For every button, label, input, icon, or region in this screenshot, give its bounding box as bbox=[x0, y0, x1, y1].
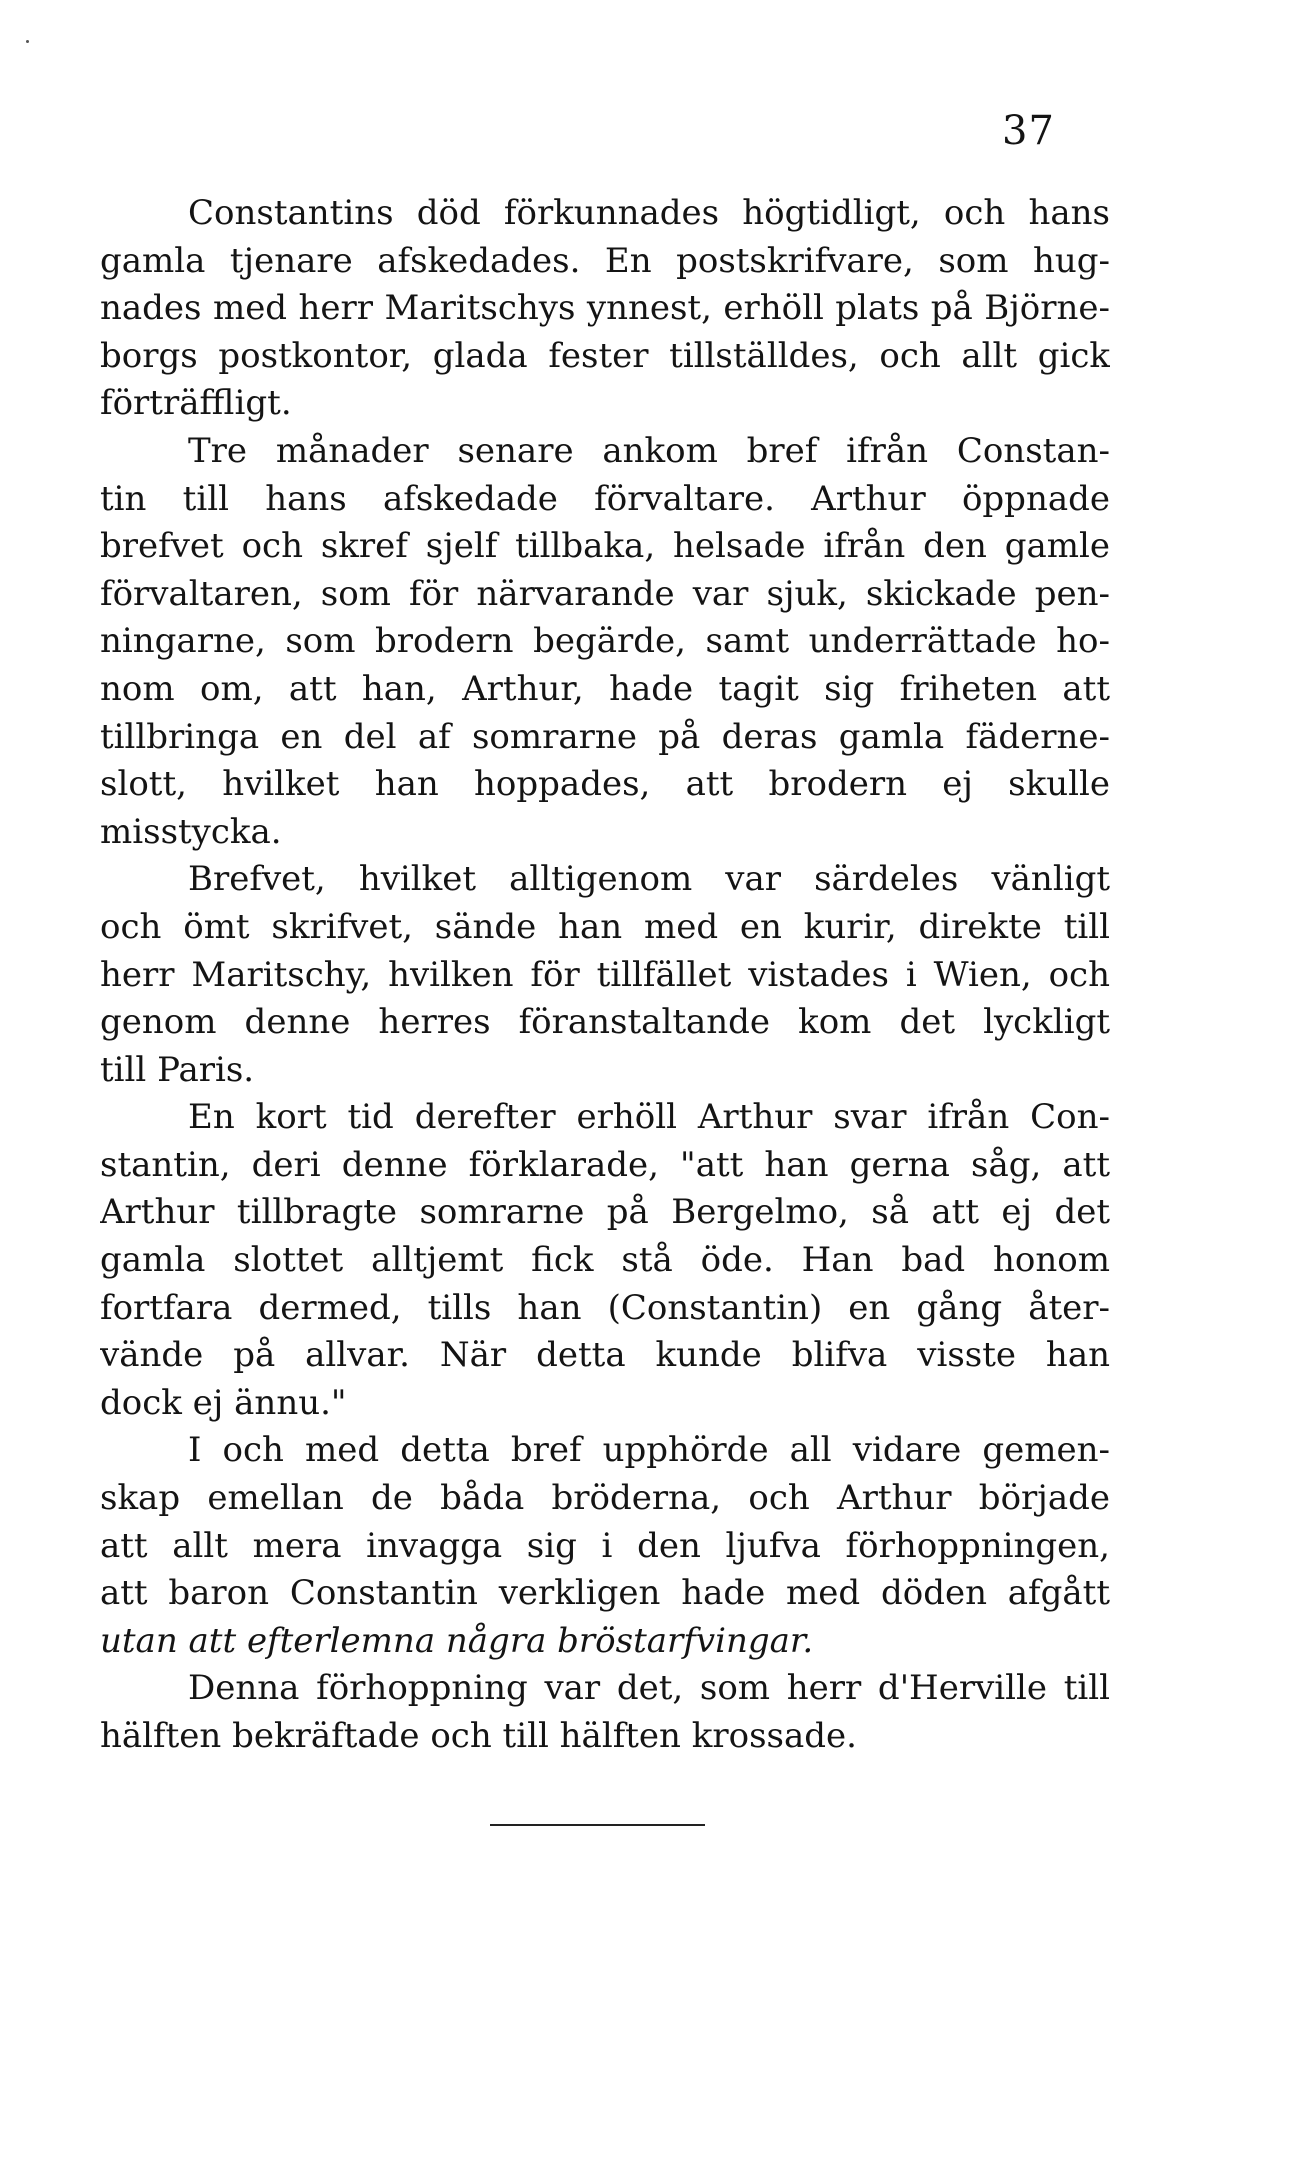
text-line: gamla tjenare afskedades. En postskrifvare, som hug- bbox=[100, 240, 1110, 281]
text-line: utan att efterlemna några bröstarfvingar. bbox=[100, 1620, 814, 1661]
text-line: stantin, deri denne förklarade, "att han gerna såg, att bbox=[100, 1144, 1110, 1185]
text-line: brefvet och skref sjelf tillbaka, helsade ifrån den gamle bbox=[100, 526, 1110, 567]
text-line: borgs postkontor, glada fester tillställdes, och allt gick bbox=[100, 335, 1110, 376]
text-line: En kort tid derefter erhöll Arthur svar ifrån Con- bbox=[188, 1097, 1110, 1138]
text-line: slott, hvilket han hoppades, att brodern ej skulle bbox=[100, 764, 1110, 805]
scan-speck bbox=[26, 40, 29, 43]
text-line: gamla slottet alltjemt fick stå öde. Han bad honom bbox=[100, 1240, 1110, 1281]
paragraph bbox=[100, 428, 1110, 856]
paragraph bbox=[100, 1427, 1110, 1665]
text-line: och ömt skrifvet, sände han med en kurir, direkte till bbox=[100, 906, 1110, 947]
paragraph bbox=[100, 1665, 1110, 1760]
text-line: att allt mera invagga sig i den ljufva förhoppningen, bbox=[100, 1525, 1110, 1566]
text-line: genom denne herres föranstaltande kom det lyckligt bbox=[100, 1002, 1110, 1043]
body-text bbox=[100, 190, 1110, 1761]
page-number: 37 bbox=[1002, 108, 1055, 154]
text-line: fortfara dermed, tills han (Constantin) en gång åter- bbox=[100, 1287, 1110, 1328]
paragraph bbox=[100, 856, 1110, 1094]
text-line: nom om, att han, Arthur, hade tagit sig friheten att bbox=[100, 668, 1110, 709]
text-line: att baron Constantin verkligen hade med döden afgått bbox=[100, 1573, 1110, 1614]
text-line: förträffligt. bbox=[100, 383, 292, 424]
text-line: till Paris. bbox=[100, 1049, 255, 1090]
text-line: vände på allvar. När detta kunde blifva visste han bbox=[100, 1335, 1110, 1376]
text-line: herr Maritschy, hvilken för tillfället vistades i Wien, och bbox=[100, 954, 1110, 995]
paragraph bbox=[100, 1094, 1110, 1427]
text-line: dock ej ännu." bbox=[100, 1382, 347, 1423]
text-line: Brefvet, hvilket alltigenom var särdeles vänligt bbox=[188, 859, 1110, 900]
text-line: förvaltaren, som för närvarande var sjuk, skickade pen- bbox=[100, 573, 1110, 614]
text-line: I och med detta bref upphörde all vidare gemen- bbox=[188, 1430, 1110, 1471]
text-line: tin till hans afskedade förvaltare. Arthur öppnade bbox=[100, 478, 1110, 519]
text-line: nades med herr Maritschys ynnest, erhöll plats på Björne- bbox=[100, 288, 1110, 329]
text-line: Tre månader senare ankom bref ifrån Constan- bbox=[188, 430, 1110, 471]
closing-rule bbox=[490, 1824, 705, 1826]
paragraph bbox=[100, 190, 1110, 428]
text-line: misstycka. bbox=[100, 811, 282, 852]
text-line: tillbringa en del af somrarne på deras gamla fäderne- bbox=[100, 716, 1110, 757]
text-line: Constantins död förkunnades högtidligt, och hans bbox=[188, 193, 1110, 233]
text-line: Arthur tillbragte somrarne på Bergelmo, så att ej det bbox=[100, 1192, 1110, 1233]
text-line: hälften bekräftade och till hälften krossade. bbox=[100, 1716, 857, 1756]
text-line: skap emellan de båda bröderna, och Arthur började bbox=[100, 1478, 1110, 1519]
text-line: ningarne, som brodern begärde, samt underrättade ho- bbox=[100, 621, 1110, 662]
text-line: Denna förhoppning var det, som herr d'Herville till bbox=[188, 1668, 1110, 1709]
